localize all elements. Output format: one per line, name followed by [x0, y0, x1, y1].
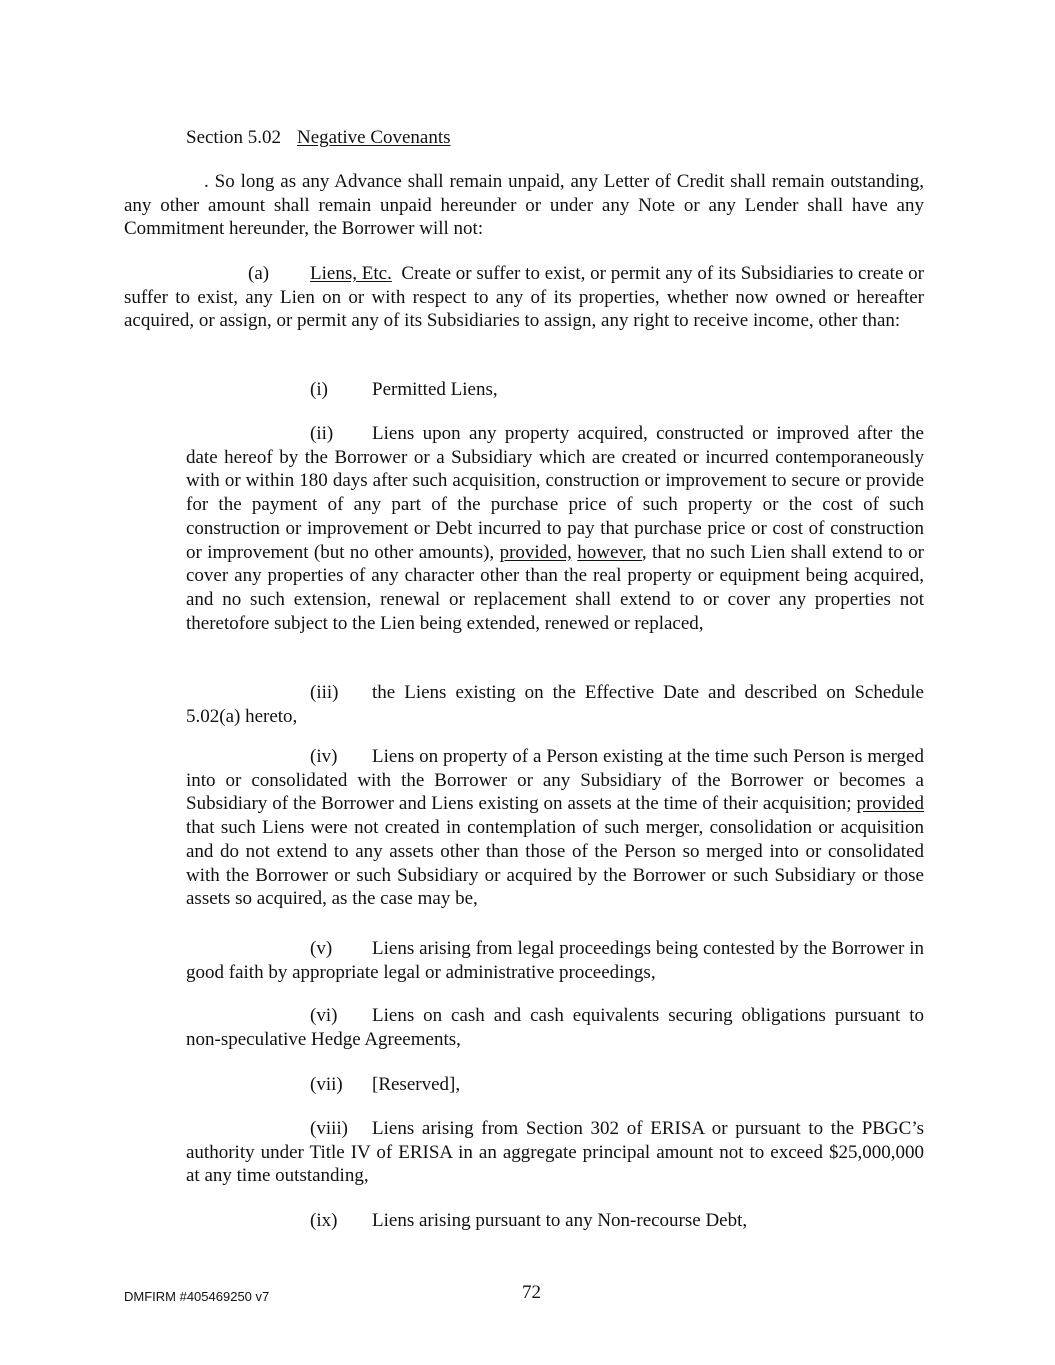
item-label: (i) [310, 379, 328, 400]
section-number: Section 5.02 [186, 127, 281, 148]
item-text: Liens on property of a Person existing at the time such Person is merged into or consolidated with the Borrower or any Subsidiary of the Borrower or becomes a Subsidiary of the Borrower and Liens existing on assets at the time of their acquisition; [186, 746, 924, 815]
item-label: (vi) [310, 1005, 338, 1026]
item-ii [186, 422, 924, 635]
underlined-term: provided, [499, 541, 572, 563]
item-viii [186, 1117, 924, 1188]
page-number: 72 [522, 1282, 541, 1303]
item-text: Liens arising pursuant to any Non-recourse Debt, [372, 1210, 748, 1231]
footer-document-id: DMFIRM #405469250 v7 [124, 1289, 270, 1304]
item-label: (viii) [310, 1118, 348, 1139]
item-vii [186, 1073, 924, 1097]
section-title: Negative Covenants [297, 127, 451, 148]
item-label: (v) [310, 938, 333, 959]
item-text: [Reserved], [372, 1074, 461, 1095]
item-text: Permitted Liens, [372, 379, 498, 400]
item-label: (ix) [310, 1210, 338, 1231]
item-iv [186, 745, 924, 911]
clause-heading: Liens, Etc. [310, 263, 392, 284]
item-text: Liens on cash and cash equivalents securing obligations pursuant to non-speculative Hedge Agreements, [186, 1005, 924, 1050]
item-ix [186, 1209, 924, 1233]
clause-label: (a) [248, 263, 270, 284]
item-label: (iv) [310, 746, 338, 767]
item-label: (ii) [310, 423, 334, 444]
item-text: Liens upon any property acquired, constructed or improved after the date hereof by the Borrower or a Subsidiary which are created or incurred contemporaneously with or within 180 days after such acquisition, construction or improvement to secure or provide for the payment of any part of the purchase price of such property or the cost of such construction or improvement or Debt incurred to pay that purchase price or cost of construction or improvement (but no other amounts), [186, 423, 924, 563]
item-label: (iii) [310, 682, 339, 703]
clause-text: Create or suffer to exist, or permit any of its Subsidiaries to create or suffer to exist, any Lien on or with respect to any of its properties, whether now owned or hereafter acquired, or assign, or permit any of its Subsidiaries to assign, any right to receive income, other than: [124, 263, 929, 332]
item-i [186, 378, 924, 402]
item-v [186, 937, 924, 984]
item-text: , that no such Lien shall extend to or cover any properties of any character other than the real property or equipment being acquired, and no such extension, renewal or replacement shall extend to or cover any properties not theretofore subject to the Lien being extended, renewed or replaced, [186, 541, 925, 634]
item-iii [186, 681, 924, 728]
item-label: (vii) [310, 1074, 343, 1095]
underlined-term: provided [856, 793, 924, 815]
section-heading [186, 126, 451, 150]
item-text: that such Liens were not created in contemplation of such merger, consolidation or acquisition and do not extend to any assets other than those of the Person so merged into or consolidated with the Borrower or such Subsidiary or acquired by the Borrower or such Subsidiary or those assets so acquired, as the case may be, [186, 817, 924, 910]
item-text: Liens arising from Section 302 of ERISA or pursuant to the PBGC’s authority under Title IV of ERISA in an aggregate principal amount not to exceed $25,000,000 at any time outstanding, [186, 1118, 924, 1187]
item-text: the Liens existing on the Effective Date and described on Schedule 5.02(a) hereto, [186, 682, 924, 727]
clause-a [124, 262, 929, 333]
underlined-term: however [577, 541, 642, 563]
intro-paragraph: . So long as any Advance shall remain unpaid, any Letter of Credit shall remain outstanding, any other amount shall remain unpaid hereunder or under any Note or any Lender shall have any Commitment hereunder, the Borrower will not: [124, 171, 924, 240]
item-vi [186, 1004, 924, 1051]
item-text: Liens arising from legal proceedings being contested by the Borrower in good faith by appropriate legal or administrative proceedings, [186, 938, 924, 983]
